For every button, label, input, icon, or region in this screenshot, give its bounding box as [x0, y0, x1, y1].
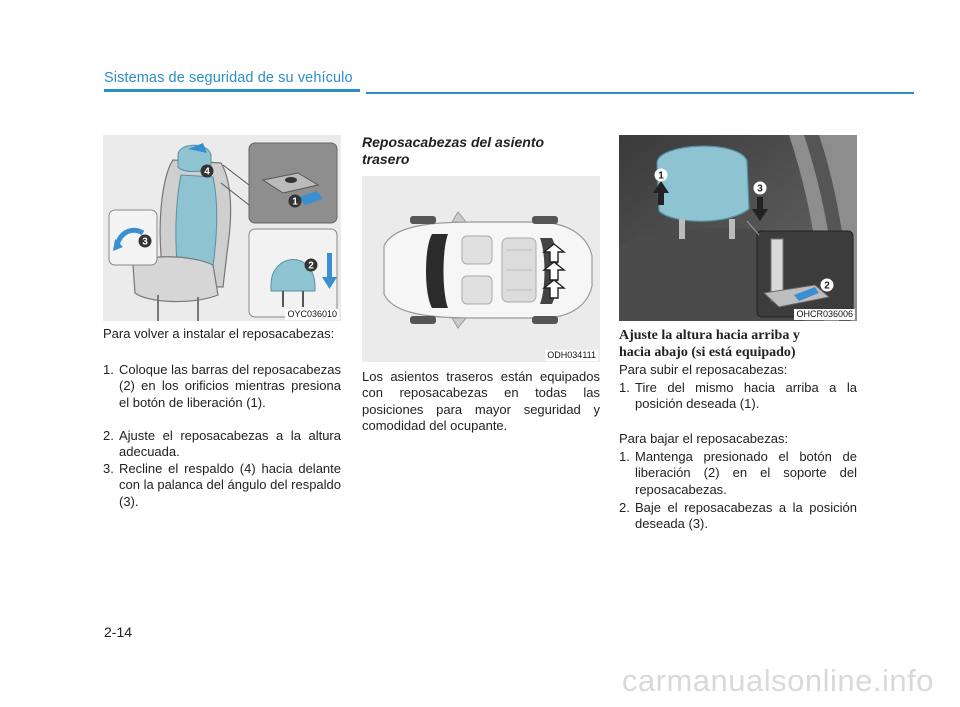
step-number: 3.	[103, 461, 114, 476]
install-intro: Para volver a instalar el reposacabezas:	[103, 326, 335, 341]
header-rule-thick	[104, 89, 360, 92]
svg-text:2: 2	[824, 280, 830, 292]
raise-step-1	[619, 380, 857, 413]
install-step-3	[103, 461, 341, 510]
figure-rear-headrest-adjust	[619, 135, 857, 321]
step-number: 1.	[619, 380, 630, 395]
svg-text:3: 3	[757, 183, 763, 195]
step-number: 1.	[619, 449, 630, 464]
callout-4	[201, 165, 214, 178]
header-rule-thin	[366, 92, 914, 94]
step-text: Recline el respaldo (4) hacia delante con la palanca del ángulo del respaldo (3).	[119, 461, 341, 509]
svg-text:2: 2	[308, 260, 314, 272]
install-step-2	[103, 428, 341, 461]
site-watermark: carmanualsonline.info	[621, 663, 934, 698]
step-text: Tire del mismo hacia arriba a la posición deseada (1).	[635, 380, 857, 412]
title-line-1: Reposacabezas del asiento	[362, 134, 545, 150]
rear-headrest-body: Los asientos traseros están equipados con reposacabezas en todas las posiciones para mayor seguridad y comodidad del ocupante.	[362, 369, 600, 434]
step-number: 2.	[103, 428, 114, 443]
svg-text:3: 3	[142, 236, 148, 248]
title-line-2: trasero	[362, 151, 410, 167]
lower-intro: Para bajar el reposacabezas:	[619, 431, 789, 446]
raise-intro: Para subir el reposacabezas:	[619, 362, 788, 377]
height-adjust-title	[619, 327, 857, 361]
figure-code: OHCR036006	[796, 309, 853, 319]
install-step-1	[103, 362, 341, 411]
title-line-1: Ajuste la altura hacia arriba y	[619, 328, 800, 343]
step-number: 2.	[619, 500, 630, 515]
step-number: 1.	[103, 362, 114, 377]
lower-step-2	[619, 500, 857, 533]
page-number: 2-14	[104, 624, 133, 640]
figure-code: ODH034111	[547, 350, 596, 360]
figure-code: OYC036010	[287, 309, 337, 319]
rear-headrest-title	[362, 134, 600, 168]
title-line-2: hacia abajo (si está equipado)	[619, 345, 796, 360]
step-text: Ajuste el reposacabezas a la altura adecuada.	[119, 428, 341, 460]
step-text: Mantenga presionado el botón de liberación (2) en el soporte del reposacabezas.	[635, 449, 857, 497]
svg-text:4: 4	[204, 166, 210, 178]
step-text: Baje el reposacabezas a la posición deseada (3).	[635, 500, 857, 532]
step-text: Coloque las barras del reposacabezas (2) en los orificios mientras presiona el botón de liberación (1).	[119, 362, 341, 410]
svg-text:1: 1	[292, 196, 298, 208]
svg-text:1: 1	[658, 170, 664, 182]
figure-headrest-install	[103, 135, 341, 321]
lower-step-1	[619, 449, 857, 498]
section-header-title: Sistemas de seguridad de su vehículo	[104, 70, 353, 86]
figure-car-top-view	[362, 176, 600, 362]
